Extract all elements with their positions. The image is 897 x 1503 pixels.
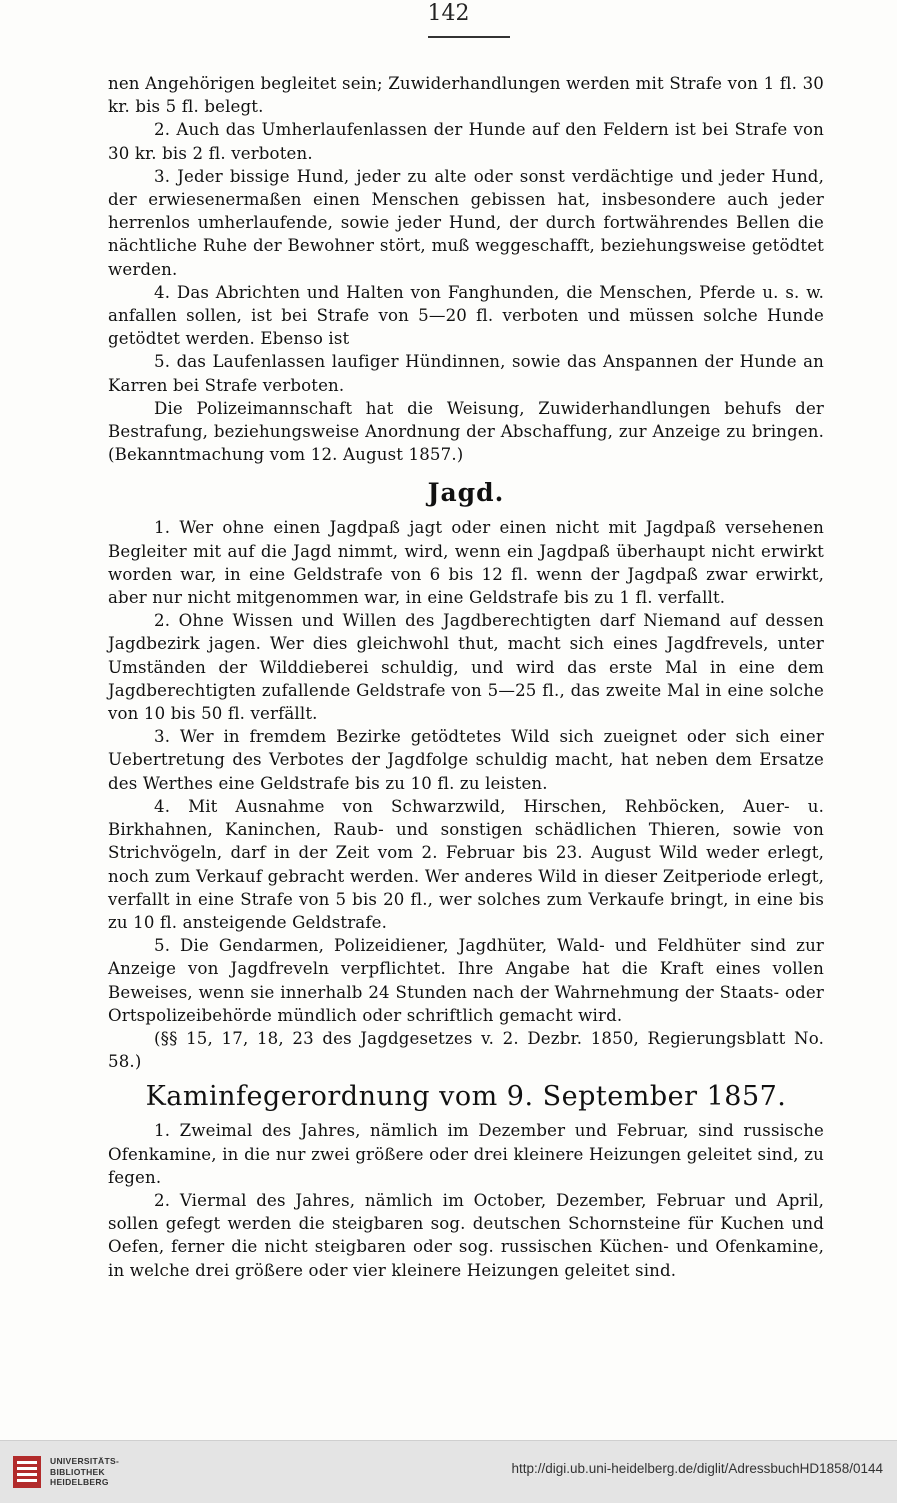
paragraph: 2. Ohne Wissen und Willen des Jagdberechtigten darf Niemand auf dessen Jagdbezirk jagen. Wer dies gleichwohl thut, macht sich eines Jagdfrevels, unter Umständen der Wilddieberei schuldig, und wird das erste Mal in eine dem Jagdberechtigten zufallende Geldstrafe von 5—25 fl., das zweite Mal in eine solche von 10 bis 50 fl. verfällt. bbox=[108, 611, 824, 724]
paragraph: 1. Zweimal des Jahres, nämlich im Dezember und Februar, sind russische Ofenkamine, in die nur zwei größere oder drei kleinere Heizungen geleitet sind, zu fegen. bbox=[108, 1121, 824, 1187]
library-logo-icon bbox=[12, 1455, 42, 1489]
paragraph: 3. Wer in fremdem Bezirke getödtetes Wild sich zueignet oder sich einer Uebertretung des Verbotes der Jagdfolge schuldig macht, hat neben dem Ersatze des Werthes eine Geldstrafe bis zu 10 fl. zu leisten. bbox=[108, 727, 824, 793]
paragraph: 2. Viermal des Jahres, nämlich im October, Dezember, Februar und April, sollen gefegt werden die steigbaren sog. deutschen Schornsteine für Kuchen und Oefen, ferner die nicht steigbaren oder sog. russischen Küchen- und Ofenkamine, in welche drei größere oder vier kleinere Heizungen geleitet sind. bbox=[108, 1190, 824, 1280]
paragraph: 2. Auch das Umherlaufenlassen der Hunde auf den Feldern ist bei Strafe von 30 kr. bis 2 fl. verboten. bbox=[108, 120, 824, 163]
citation: (§§ 15, 17, 18, 23 des Jagdgesetzes v. 2. Dezbr. 1850, Regierungsblatt No. 58.) bbox=[108, 1028, 824, 1072]
library-name-line: UNIVERSITÄTS- bbox=[50, 1456, 120, 1466]
paragraph: 1. Wer ohne einen Jagdpaß jagt oder einen nicht mit Jagdpaß versehenen Begleiter mit auf die Jagd nimmt, wird, wenn ein Jagdpaß überhaupt nicht erwirkt worden war, in eine Geldstrafe von 6 bis 12 fl. wenn der Jagdpaß zwar erwirkt, aber nur nicht mitgenommen war, in eine Geldstrafe bis zu 1 fl. verfallt. bbox=[108, 518, 824, 608]
paragraph: 4. Mit Ausnahme von Schwarzwild, Hirschen, Rehböcken, Auer- u. Birkhahnen, Kaninchen, Raub- und sonstigen schädlichen Thieren, sowie von Strichvögeln, darf in der Zeit vom 2. Februar bis 23. August Wild weder erlegt, noch zum Verkauf gebracht werden. Wer anderes Wild in dieser Zeitperiode erlegt, verfallt in eine Strafe von 5 bis 20 fl., wer solches zum Verkaufe bringt, in eine bis zu 10 fl. ansteigende Geldstrafe. bbox=[108, 796, 824, 932]
paragraph: 5. das Laufenlassen laufiger Hündinnen, sowie das Anspannen der Hunde an Karren bei Strafe verboten. bbox=[108, 352, 824, 395]
page-number: 142 bbox=[427, 1, 470, 26]
header-rule bbox=[428, 36, 510, 38]
paragraph: 4. Das Abrichten und Halten von Fanghunden, die Menschen, Pferde u. s. w. anfallen sollen, ist bei Strafe von 5—20 fl. verboten und müssen solche Hunde getödtet werden. Ebenso ist bbox=[108, 282, 824, 349]
section-heading-jagd: Jagd. bbox=[427, 478, 505, 508]
library-name bbox=[50, 1456, 119, 1488]
source-url-link[interactable]: http://digi.ub.uni-heidelberg.de/diglit/AdressbuchHD1858/0144 bbox=[511, 1461, 883, 1476]
section-heading-kaminfeger: Kaminfegerordnung vom 9. September 1857. bbox=[145, 1081, 787, 1113]
library-name-line: HEIDELBERG bbox=[50, 1477, 109, 1487]
viewer-footer bbox=[0, 1440, 897, 1503]
page-body bbox=[108, 72, 824, 1282]
library-name-line: BIBLIOTHEK bbox=[50, 1466, 105, 1477]
paragraph: nen Angehörigen begleitet sein; Zuwiderhandlungen werden mit Strafe von 1 fl. 30 kr. bis 5 fl. belegt. bbox=[108, 74, 824, 117]
paragraph: 5. Die Gendarmen, Polizeidiener, Jagdhüter, Wald- und Feldhüter sind zur Anzeige von Jagdfreveln verpflichtet. Ihre Angabe hat die Kraft eines vollen Beweises, wenn sie innerhalb 24 Stunden nach der Wahrnehmung der Staats- oder Ortspolizeibehörde mündlich oder schriftlich gemacht wird. bbox=[108, 936, 824, 1025]
paragraph: Die Polizeimannschaft hat die Weisung, Zuwiderhandlungen behufs der Bestrafung, beziehungsweise Anordnung der Abschaffung, zur Anzeige zu bringen. (Bekanntmachung vom 12. August 1857.) bbox=[108, 398, 824, 465]
paragraph: 3. Jeder bissige Hund, jeder zu alte oder sonst verdächtige und jeder Hund, der erwiesenermaßen einen Menschen gebissen hat, insbesondere auch jeder herrenlos umherlaufende, sowie jeder Hund, der durch fortwährendes Bellen die nächtliche Ruhe der Bewohner stört, muß weggeschafft, beziehungsweise getödtet werden. bbox=[108, 166, 824, 279]
